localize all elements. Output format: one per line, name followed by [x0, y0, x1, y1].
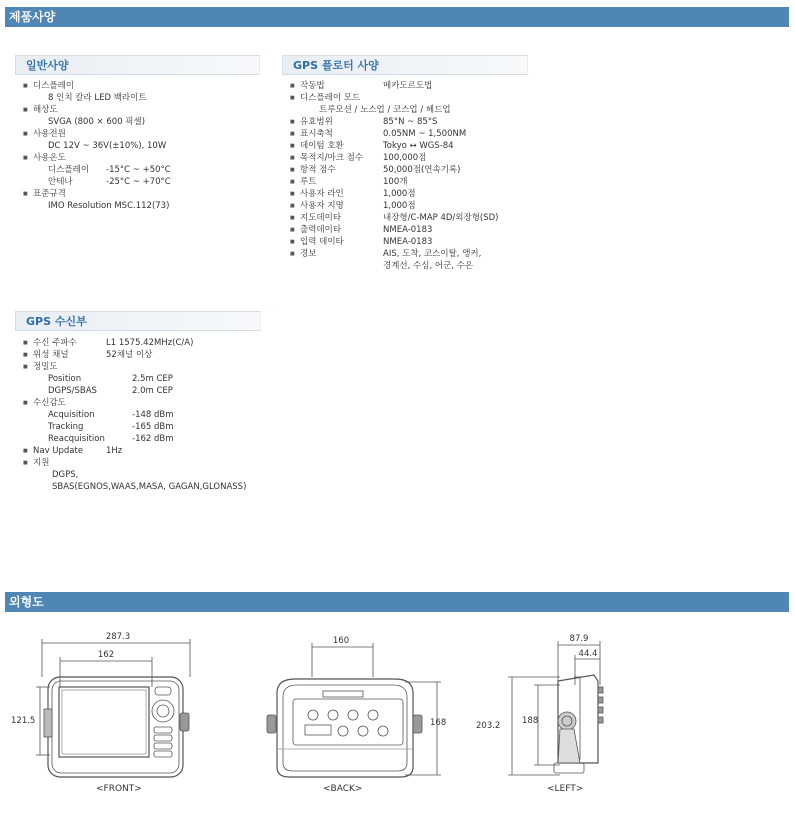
list-item	[287, 164, 461, 176]
list-item: Tracking -165 dBm	[48, 422, 174, 432]
list-item	[287, 116, 451, 128]
receiver-spec-title: GPS 수신부	[15, 311, 261, 331]
list-item: ■ 수신감도	[20, 397, 246, 409]
spec-text: NMEA-0183	[383, 225, 433, 235]
list-item: DC 12V ~ 36V(±10%), 10W	[48, 141, 167, 151]
spec-text: 50,000점(연속기록)	[383, 165, 461, 175]
list-item: ■ 해상도	[20, 104, 169, 116]
general-spec-list	[20, 80, 169, 212]
general-spec-title: 일반사양	[15, 55, 260, 75]
front-caption: <FRONT>	[96, 784, 142, 794]
spec-text: 루트	[300, 177, 317, 187]
list-item	[20, 164, 169, 176]
list-item: 8 인치 칼라 LED 백라이트	[48, 93, 147, 103]
spec-text: 사용자 지명	[300, 201, 344, 211]
list-item: ■ 표준규격	[20, 188, 169, 200]
specs-section-title: 제품사양	[5, 7, 789, 27]
front-view-drawing	[0, 625, 220, 785]
spec-text: Tokyo ↔ WGS-84	[383, 141, 454, 151]
list-item	[287, 200, 451, 212]
spec-text: 메카도르도법	[383, 81, 433, 91]
spec-text: 디스플레이	[48, 165, 90, 175]
spec-text: 0.05NM ~ 1,500NM	[383, 129, 467, 139]
list-item: SVGA (800 × 600 픽셀)	[48, 117, 146, 127]
list-item	[287, 140, 454, 152]
list-item	[287, 224, 451, 236]
spec-text: 경보	[300, 249, 317, 259]
back-view-drawing	[255, 625, 455, 785]
spec-text: 안테나	[48, 177, 73, 187]
list-item: ■ 정밀도	[20, 361, 246, 373]
list-item: ■ 지원	[20, 457, 246, 469]
spec-text: 경계선, 수심, 어군, 수온	[383, 261, 474, 271]
list-item: ■ 사용온도	[20, 152, 169, 164]
list-item: Position 2.5m CEP	[48, 374, 173, 384]
list-item	[287, 236, 451, 248]
back-top-label: 160	[332, 636, 350, 646]
list-item: DGPS/SBAS 2.0m CEP	[48, 386, 173, 396]
left-caption: <LEFT>	[547, 784, 584, 794]
spec-text: 유효범위	[300, 117, 333, 127]
receiver-spec-list	[20, 337, 246, 493]
spec-text: 출력데이타	[300, 225, 342, 235]
plotter-spec-title: GPS 플로터 사양	[282, 55, 528, 75]
spec-text: 디스플레이 모드	[300, 93, 361, 103]
left-depth-label: 87.9	[569, 634, 589, 644]
spec-text: 지도데이타	[300, 213, 342, 223]
spec-text: AIS, 도착, 코스이탈, 앵커,	[383, 249, 482, 259]
spec-text: 입력 데이타	[300, 237, 344, 247]
spec-text: 데이텀 호환	[300, 141, 344, 151]
spec-text: 100,000점	[383, 153, 427, 163]
spec-text: -15°C ~ +50°C	[106, 165, 171, 175]
back-height-label: 168	[430, 718, 447, 728]
list-item: ■ 위성 채널 52채널 이상	[20, 349, 246, 361]
list-item	[287, 212, 499, 224]
spec-text: 85°N ~ 85°S	[383, 117, 438, 127]
spec-text: NMEA-0183	[383, 237, 433, 247]
list-item	[287, 128, 467, 140]
spec-text: 1,000점	[383, 189, 416, 199]
list-item: ■ Nav Update 1Hz	[20, 445, 246, 457]
list-item	[287, 80, 451, 92]
list-item	[20, 176, 169, 188]
list-item: DGPS,	[52, 470, 79, 480]
spec-text: 항적 점수	[300, 165, 336, 175]
spec-text: 표시축척	[300, 129, 333, 139]
list-item	[287, 152, 451, 164]
spec-text: 작동법	[300, 81, 325, 91]
spec-text: 사용자 라인	[300, 189, 344, 199]
spec-text: 목적지/마크 점수	[300, 153, 364, 163]
left-height1-label: 203.2	[476, 721, 501, 731]
list-item	[287, 188, 451, 200]
list-item	[287, 260, 474, 272]
left-inner-label: 44.4	[578, 649, 598, 659]
list-item: 트루모션 / 노스업 / 코스업 / 헤드업	[319, 105, 451, 115]
list-item	[287, 92, 451, 104]
spec-text: 100개	[383, 177, 408, 187]
plotter-spec-list	[287, 80, 499, 272]
spec-text: 1,000점	[383, 201, 416, 211]
list-item: SBAS(EGNOS,WAAS,MASA, GAGAN,GLONASS)	[52, 482, 247, 492]
list-item	[287, 248, 482, 260]
list-item: Reacquisition -162 dBm	[48, 434, 174, 444]
outline-section-title: 외형도	[5, 592, 789, 612]
front-height-label: 121.5	[11, 716, 36, 726]
front-width-label: 287.3	[105, 632, 131, 642]
spec-text: 내장형/C-MAP 4D/외장형(SD)	[383, 213, 499, 223]
spec-text: -25°C ~ +70°C	[106, 177, 171, 187]
back-caption: <BACK>	[323, 784, 363, 794]
left-view-drawing	[470, 625, 620, 785]
list-item: ■ 디스플레이	[20, 80, 169, 92]
list-item: Acquisition -148 dBm	[48, 410, 174, 420]
list-item: ■ 수신 주파수 L1 1575.42MHz(C/A)	[20, 337, 246, 349]
list-item	[287, 176, 451, 188]
left-height2-label: 188	[522, 716, 539, 726]
list-item: IMO Resolution MSC.112(73)	[48, 201, 170, 211]
front-inner-label: 162	[97, 650, 115, 660]
list-item: ■ 사용전원	[20, 128, 169, 140]
